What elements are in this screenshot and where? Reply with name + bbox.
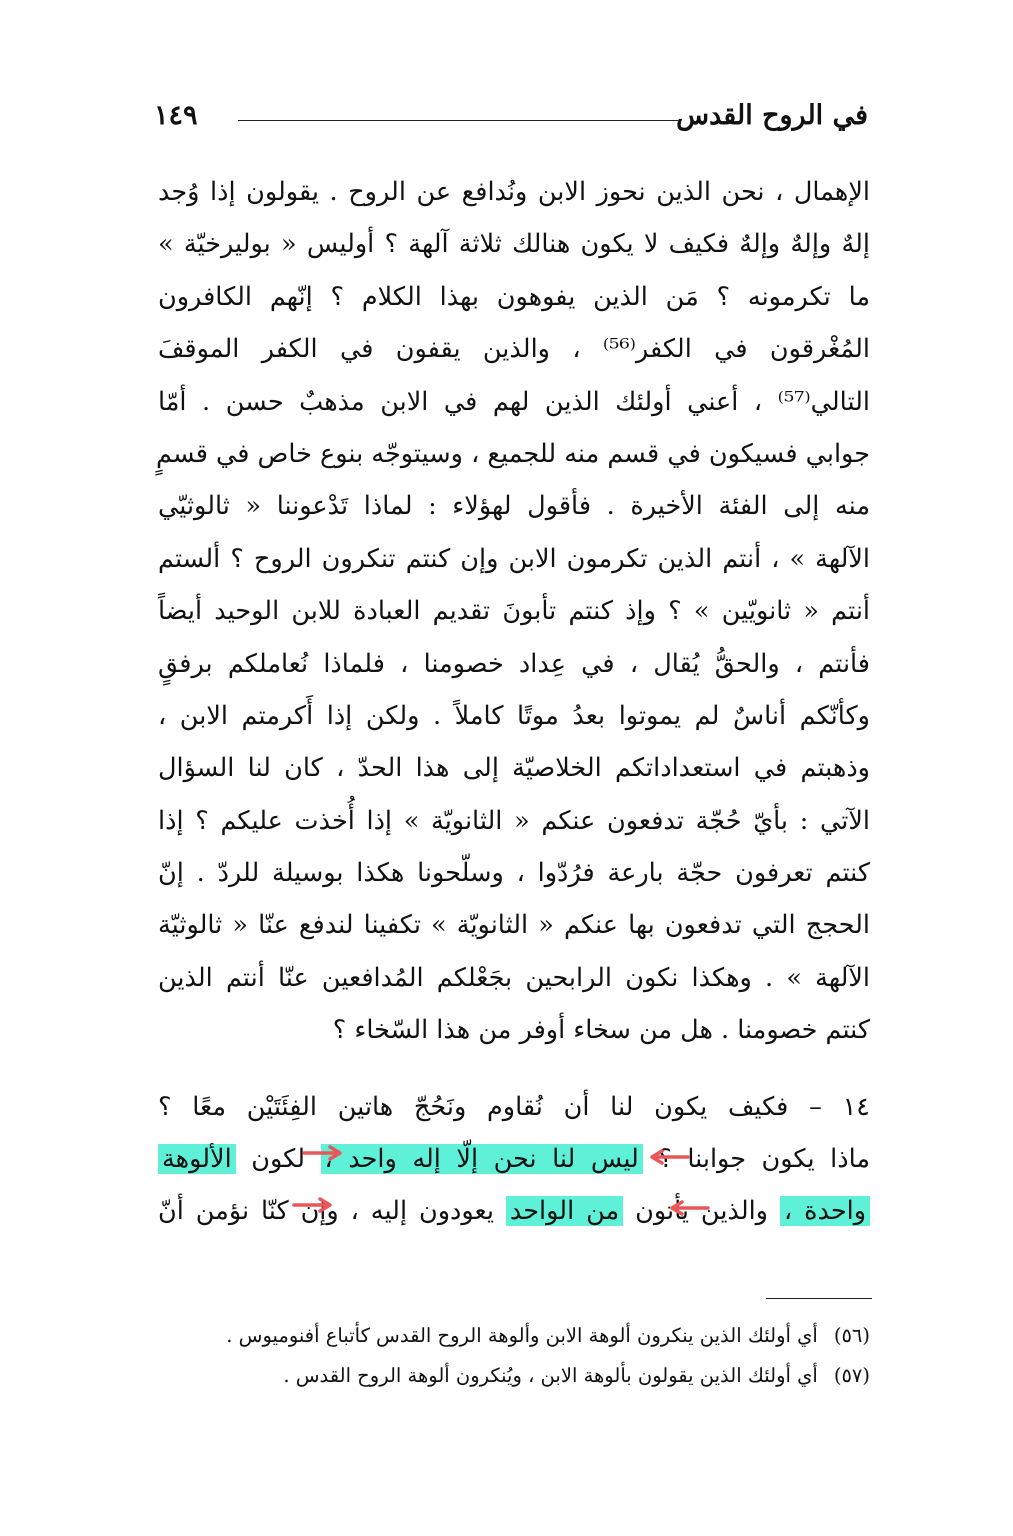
text-line-highlighted [158,1133,870,1185]
highlighted-text: واحدة ، [780,1196,870,1226]
text-line: كنتم تعرفون حجّة بارعة فرُدّوا ، وسلّحونا هكذا بوسيلة للردّ . إنّ [158,858,870,889]
page-header [150,96,868,140]
text-line: فأنتم ، والحقُّ يُقال ، في عِداد خصومنا ، فلماذا نُعاملكم برفقٍ [158,648,870,679]
text-segment: ماذا يكون جوابنا ؟ [658,1144,870,1175]
footnote-56 [158,1316,870,1356]
text-line: ١٤ – فكيف يكون لنا أن نُقاوم ونَحُجّ هاتين الفِئَتَيْن معًا ؟ [158,1091,870,1122]
text-line-highlighted [158,1185,870,1237]
body-text [155,166,870,1238]
header-rule [238,120,678,121]
footnote-number: (٥٧) [833,1364,870,1387]
text-line: الآتي : بأيّ حُجّة تدفعون عنكم « الثانويّة » إذا أُخذت عليكم ؟ إذا [158,805,870,836]
text-line: الحجج التي تدفعون بها عنكم « الثانويّة » تكفينا لندفع عنّا « ثالوثيّة [158,910,870,941]
text-segment: لكون [251,1144,305,1175]
arrow-left-icon [668,1200,710,1216]
arrow-left-icon [648,1149,690,1165]
text-segment: يعودون إليه ، وإن كنّا نؤمن أنّ [158,1196,494,1227]
text-segment: والذين يأتون [635,1196,768,1227]
text-line: كنتم خصومنا . هل من سخاء أوفر من هذا السّخاء ؟ [332,1015,870,1046]
text-line: الإهمال ، نحن الذين نحوز الابن ونُدافع عن الروح . يقولون إذا وُجد [158,177,870,207]
footnote-rule [766,1298,872,1299]
text-line: وذهبتم في استعداداتكم الخلاصيّة إلى هذا الحدّ ، كان لنا السؤال [158,753,870,784]
footnote-text: أي أولئك الذين يقولون بألوهة الابن ، ويُنكرون ألوهة الروح القدس . [283,1364,818,1387]
highlighted-text: من الواحد [506,1196,623,1226]
text-line: الآلهة » . وهكذا نكون الرابحين بجَعْلكم المُدافعين عنّا أنتم الذين [158,962,870,993]
text-line: المُغْرقون في الكفر⁽⁵⁶⁾ ، والذين يقفون في الكفر الموقفَ [158,334,870,365]
footnote-number: (٥٦) [833,1324,870,1347]
text-line: جوابي فسيكون في قسم منه للجميع ، وسيتوجّه بنوع خاص في قسمٍ [155,438,870,469]
paragraph-1 [155,166,870,1057]
text-line: إلهٌ وإلهٌ وإلهٌ فكيف لا يكون هنالك ثلاثة آلهة ؟ أوليس « بوليرخيّة » [158,229,870,260]
highlighted-text: ليس لنا نحن إلّا إله واحد ، [321,1144,643,1174]
text-line: أنتم « ثانويّين » ؟ وإذ كنتم تأبونَ تقديم العبادة للابن الوحيد أيضاً [158,596,870,627]
text-line: منه إلى الفئة الأخيرة . فأقول لهؤلاء : لماذا تَدْعوننا « ثالوثيّي [158,491,870,522]
arrow-right-icon [292,1197,334,1213]
running-title: في الروح القدس [676,100,868,131]
arrow-right-icon [302,1145,344,1161]
highlighted-text: الألوهة [158,1144,236,1174]
text-line: التالي⁽⁵⁷⁾ ، أعني أولئك الذين لهم في الابن مذهبٌ حسن . أمّا [158,386,870,417]
footnote-57 [158,1356,870,1396]
paragraph-2 [158,1081,870,1238]
footnote-text: أي أولئك الذين ينكرون ألوهة الابن وألوهة الروح القدس كأتباع أفنوميوس . [226,1324,818,1347]
text-line: وكأنّكم أناسٌ لم يموتوا بعدُ موتًا كاملاً . ولكن إذا أَكرمتم الابن ، [158,700,870,731]
page-number: ١٤٩ [154,100,198,131]
text-line: الآلهة » ، أنتم الذين تكرمون الابن وإن كنتم تنكرون الروح ؟ ألستم [158,543,870,574]
text-line: ما تكرمونه ؟ مَن الذين يفوهون بهذا الكلام ؟ إنّهم الكافرون [158,281,870,312]
footnotes [158,1316,870,1396]
